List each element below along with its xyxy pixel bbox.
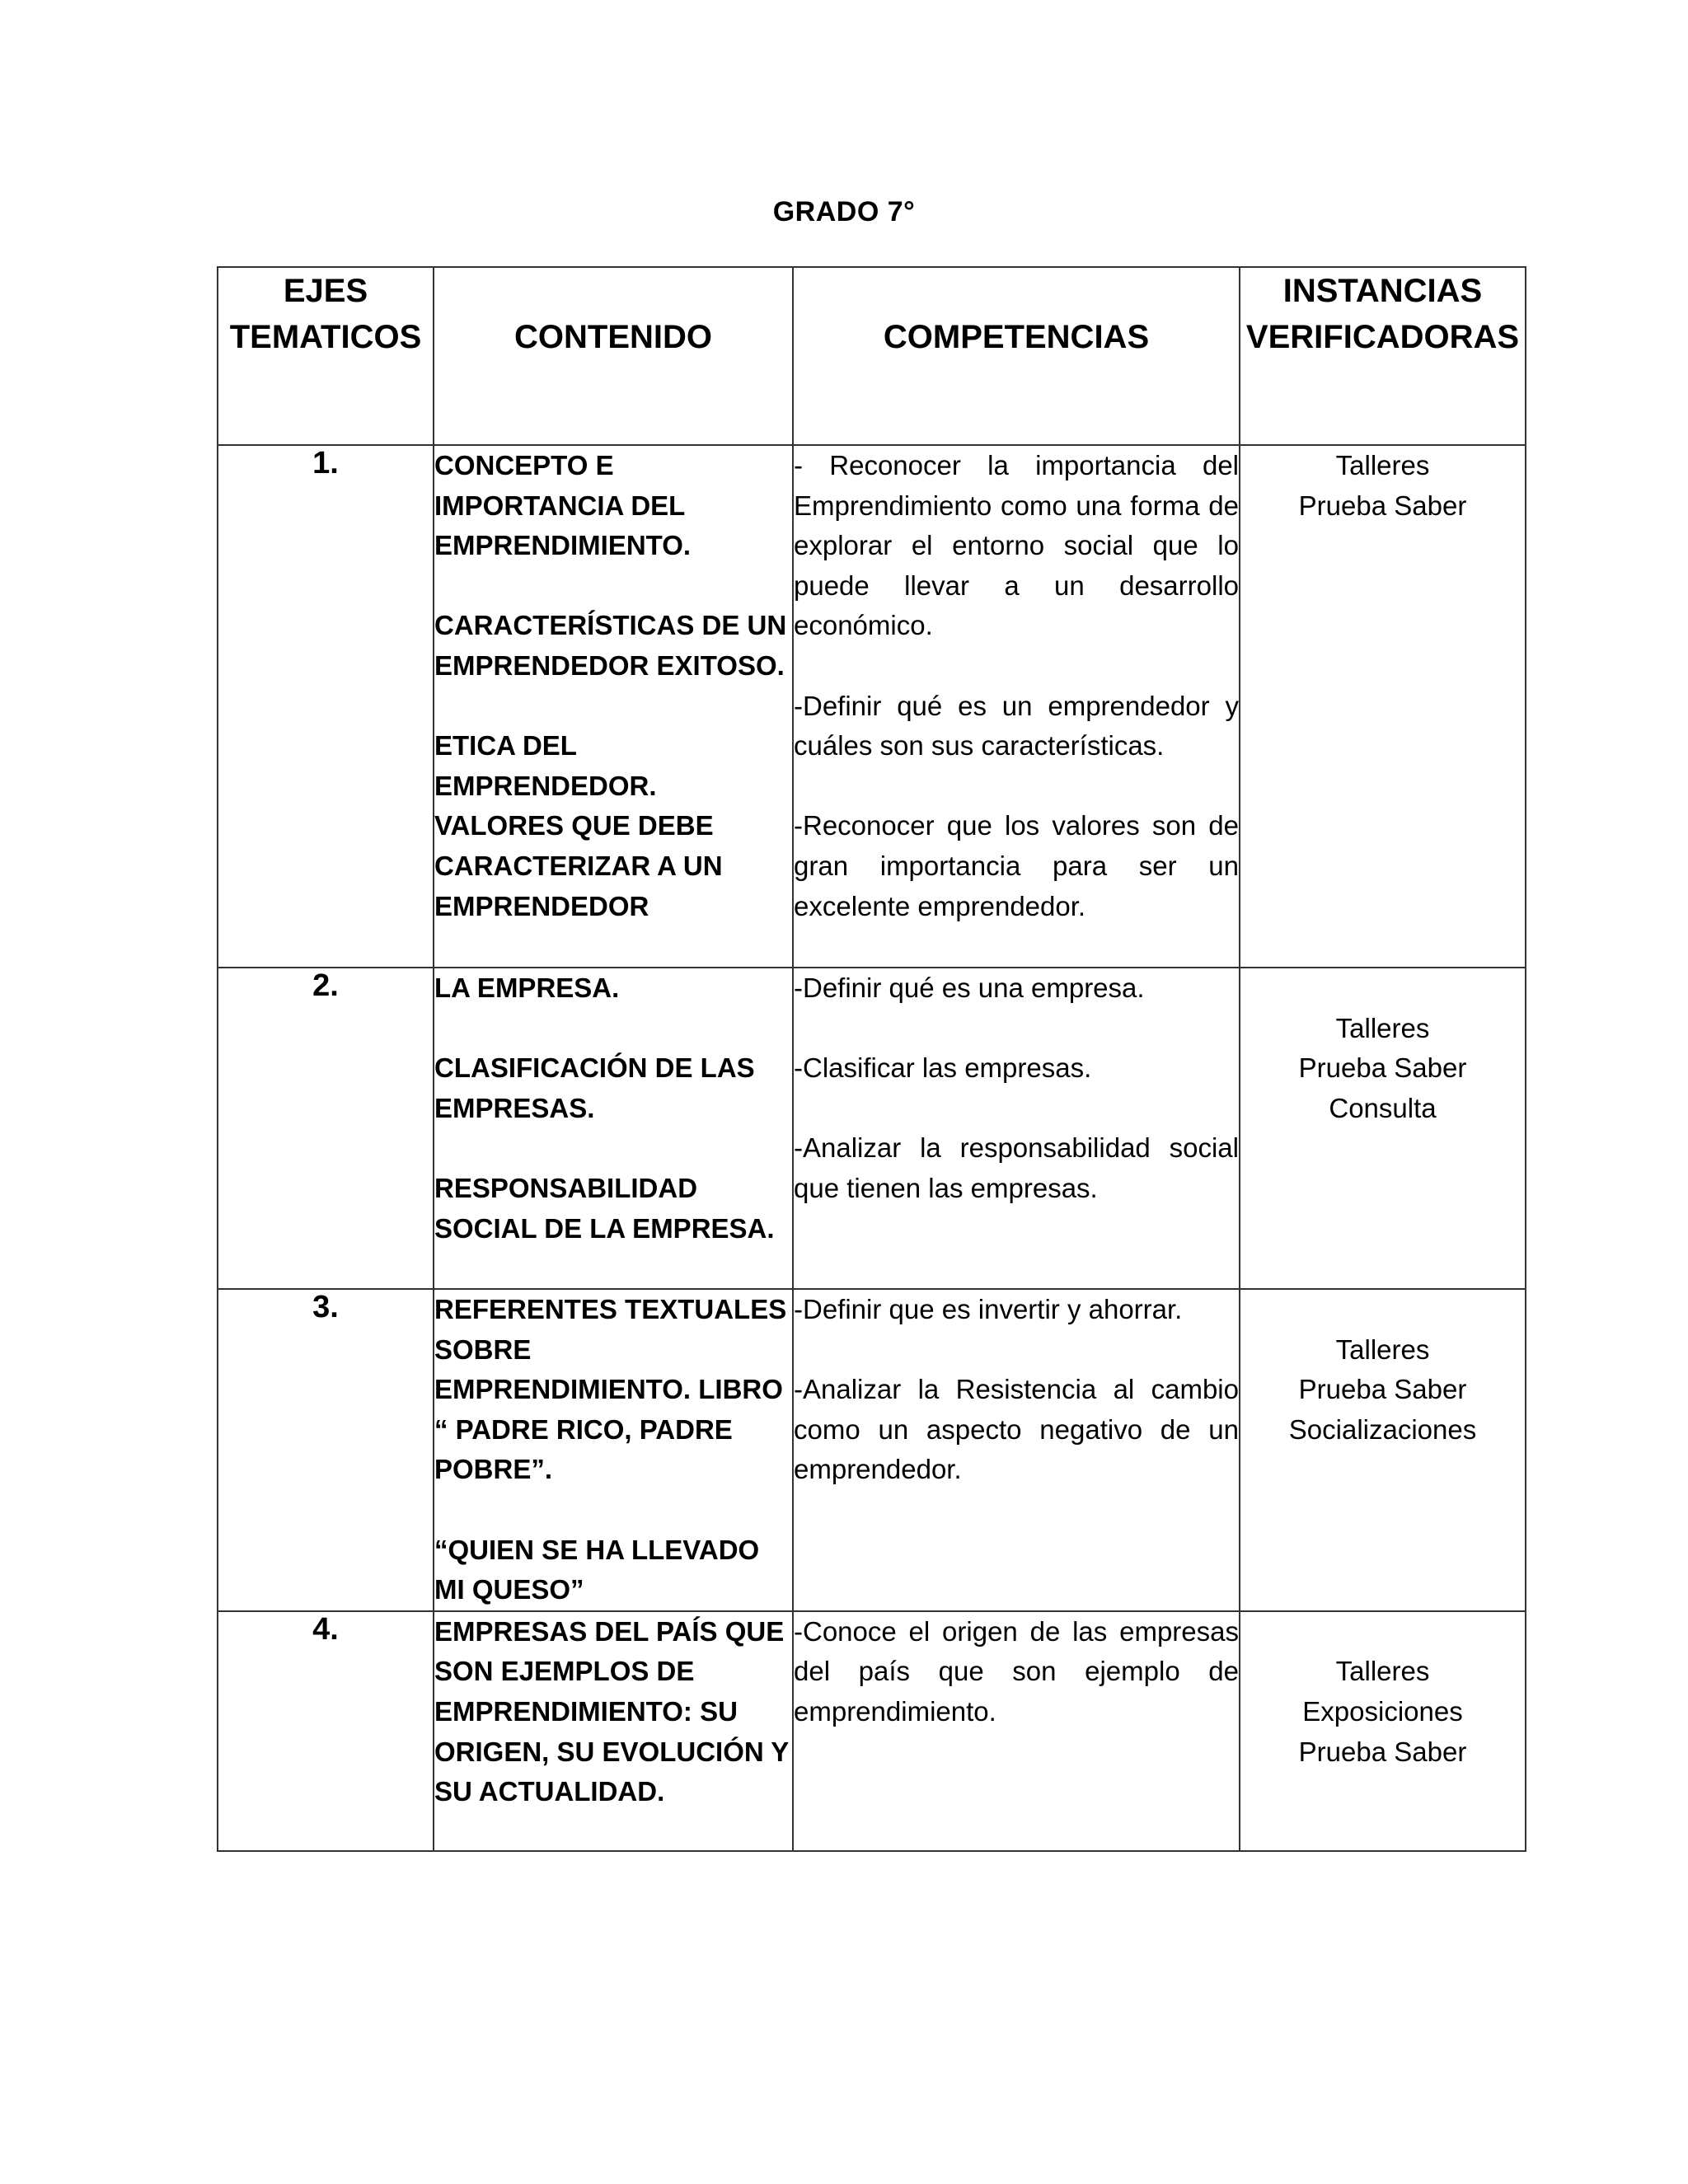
instancia-item: Talleres: [1335, 450, 1430, 480]
competencias-cell: [793, 968, 1240, 1289]
eje-cell: 4.: [218, 1611, 434, 1851]
contenido-item: RESPONSABILIDAD SOCIAL DE LA EMPRESA.: [434, 1172, 775, 1244]
competencia-item: -Analizar la responsabilidad social que tienen las empresas.: [794, 1132, 1239, 1203]
header-contenido-label: CONTENIDO: [514, 319, 712, 355]
contenido-item: CARACTERÍSTICAS DE UN EMPRENDEDOR EXITOSO.: [434, 610, 787, 681]
header-instancias-line2: VERIFICADORAS: [1245, 319, 1520, 355]
competencias-cell: [793, 445, 1240, 968]
header-ejes-line1: EJES: [283, 273, 368, 309]
competencias-cell: [793, 1611, 1240, 1851]
contenido-cell: [434, 445, 793, 968]
competencia-item: -Definir que es invertir y ahorrar.: [794, 1294, 1183, 1324]
contenido-item: REFERENTES TEXTUALES SOBRE EMPRENDIMIENTO. LIBRO “ PADRE RICO, PADRE POBRE”.: [434, 1294, 787, 1485]
header-ejes-tematicos: [218, 267, 434, 445]
instancias-cell: [1240, 445, 1526, 968]
contenido-cell: [434, 968, 793, 1289]
eje-cell: 3.: [218, 1289, 434, 1611]
competencias-cell: [793, 1289, 1240, 1611]
table-row: [218, 445, 1526, 968]
competencia-item: - Reconocer la importancia del Emprendimiento como una forma de explorar el entorno social que lo puede llevar a un desarrollo económico.: [794, 450, 1239, 641]
page-title: GRADO 7°: [772, 196, 916, 227]
contenido-cell: [434, 1611, 793, 1851]
instancia-item: Prueba Saber: [1298, 1736, 1467, 1767]
contenido-item: EMPRESAS DEL PAÍS QUE SON EJEMPLOS DE EMPRENDIMIENTO: SU ORIGEN, SU EVOLUCIÓN Y SU ACTUALIDAD.: [434, 1615, 789, 1807]
contenido-item: LA EMPRESA.: [434, 972, 620, 1003]
header-competencias-label: COMPETENCIAS: [883, 319, 1150, 355]
header-ejes-line2: TEMATICOS: [229, 319, 422, 355]
competencia-item: -Analizar la Resistencia al cambio como un aspecto negativo de un emprendedor.: [794, 1374, 1239, 1485]
competencia-item: -Reconocer que los valores son de gran importancia para ser un excelente emprendedor.: [794, 810, 1239, 921]
instancia-item: Exposiciones: [1302, 1695, 1463, 1727]
contenido-item: CLASIFICACIÓN DE LAS EMPRESAS.: [434, 1052, 755, 1123]
contenido-cell: [434, 1289, 793, 1611]
competencia-item: -Conoce el origen de las empresas del país que son ejemplo de emprendimiento.: [794, 1615, 1239, 1727]
header-instancias-line1: INSTANCIAS: [1282, 273, 1483, 309]
table-row: [218, 968, 1526, 1289]
competencia-item: -Definir qué es un emprendedor y cuáles son sus características.: [794, 690, 1239, 762]
instancia-item: Talleres: [1335, 1333, 1430, 1365]
instancia-item: Prueba Saber: [1298, 1052, 1467, 1084]
contenido-item: CONCEPTO E IMPORTANCIA DEL EMPRENDIMIENTO.: [434, 450, 692, 561]
instancia-item: Socializaciones: [1288, 1413, 1477, 1445]
instancia-item: Consulta: [1329, 1092, 1437, 1123]
contenido-item: ETICA DEL EMPRENDEDOR. VALORES QUE DEBE CARACTERIZAR A UN EMPRENDEDOR: [434, 730, 723, 921]
table-header-row: [218, 267, 1526, 445]
instancia-item: Prueba Saber: [1298, 1374, 1467, 1405]
table-row: [218, 1611, 1526, 1851]
competencia-item: -Clasificar las empresas.: [794, 1052, 1092, 1084]
competencia-item: -Definir qué es una empresa.: [794, 972, 1145, 1003]
contenido-item: “QUIEN SE HA LLEVADO MI QUESO”: [434, 1534, 760, 1605]
instancias-cell: [1240, 1289, 1526, 1611]
instancias-cell: [1240, 968, 1526, 1289]
instancias-cell: [1240, 1611, 1526, 1851]
eje-cell: 1.: [218, 445, 434, 968]
eje-cell: 2.: [218, 968, 434, 1289]
table-row: [218, 1289, 1526, 1611]
instancia-item: Prueba Saber: [1298, 490, 1467, 521]
header-instancias-verificadoras: [1240, 267, 1526, 445]
curriculum-table: [217, 266, 1526, 1852]
instancia-item: Talleres: [1335, 1656, 1430, 1687]
instancia-item: Talleres: [1335, 1012, 1430, 1043]
header-competencias: [793, 267, 1240, 445]
header-contenido: [434, 267, 793, 445]
